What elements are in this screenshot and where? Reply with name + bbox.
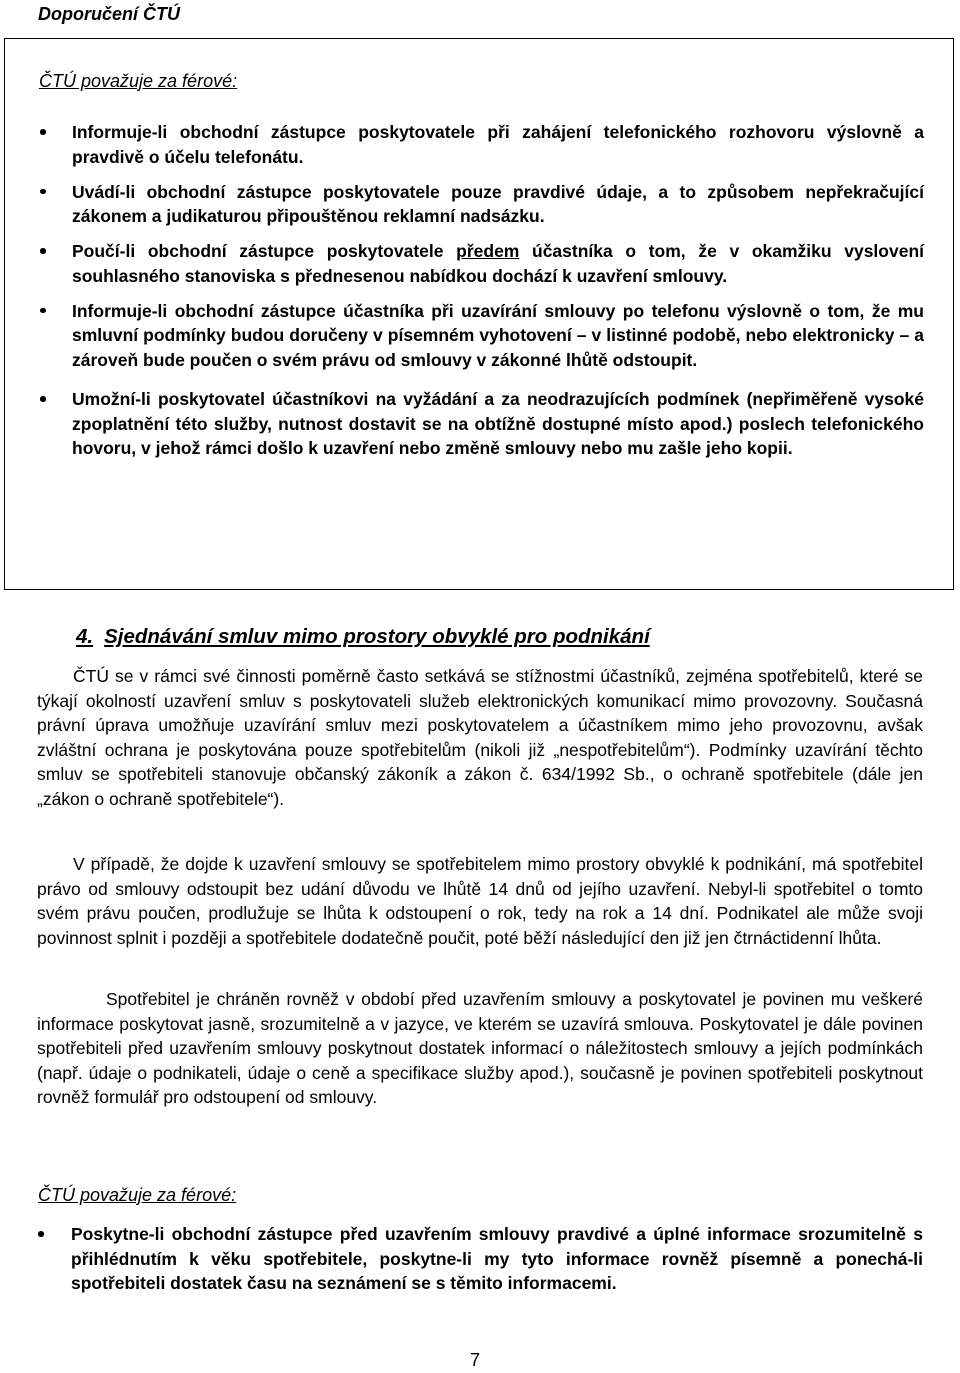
section-subtitle: ČTÚ považuje za férové:	[38, 1185, 237, 1205]
list-item: Umožní-li poskytovatel účastníkovi na vyžádání a za neodrazujících podmínek (nepřiměřeně vysoké zpoplatnění této služby, nutnost dostavit se na obtížně dostupné místo apod.) poslech telefonického hovoru, v jehož rámci došlo k uzavření nebo změně smlouvy nebo mu zašle jeho kopii.	[5, 387, 924, 461]
body-paragraph: Spotřebitel je chráněn rovněž v období před uzavřením smlouvy a poskytovatel je povinen mu veškeré informace poskytovat jasně, srozumitelně a v jazyce, ve kterém se uzavírá smlouva. Poskytovatel je dále povinen spotřebiteli před uzavřením smlouvy poskytnout dostatek informací o náležitostech smlouvy a jejích podmínkách (např. údaje o podnikateli, údaje o ceně a specifikace služby apod.), současně je povinen spotřebiteli poskytnout rovněž formulář pro odstoupení od smlouvy.	[37, 989, 923, 1107]
list-item-text: účastníka o tom, že v okamžiku vyslovení souhlasného stanoviska s přednesenou nabídkou dochází k uzavření smlouvy.	[72, 241, 924, 286]
list-item: Informuje-li obchodní zástupce účastníka při uzavírání smlouvy po telefonu výslovně o tom, že mu smluvní podmínky budou doručeny v písemném vyhotovení – v listinné podobě, nebo elektronicky – a zároveň bude poučen o svém právu od smlouvy v zákonné lhůtě odstoupit.	[5, 299, 924, 373]
list-item: Uvádí-li obchodní zástupce poskytovatele pouze pravdivé údaje, a to způsobem nepřekračující zákonem a judikaturou připouštěnou reklamní nadsázku.	[5, 180, 924, 229]
recommendation-box	[4, 38, 954, 590]
section-title: Sjednávání smluv mimo prostory obvyklé pro podnikání	[104, 625, 650, 648]
list-item: Poskytne-li obchodní zástupce před uzavřením smlouvy pravdivé a úplné informace srozumitelně s přihlédnutím k věku spotřebitele, poskytne-li my tyto informace rovněž písemně a ponechá-li spotřebiteli dostatek času na seznámení se s těmito informacemi.	[0, 1222, 923, 1296]
box-subtitle: ČTÚ považuje za férové:	[39, 71, 238, 91]
list-item	[5, 239, 924, 288]
list-item: Informuje-li obchodní zástupce poskytovatele při zahájení telefonického rozhovoru výslovně a pravdivě o účelu telefonátu.	[5, 120, 924, 169]
section-number: 4.	[76, 625, 94, 648]
list-item-emphasis: předem	[456, 241, 520, 261]
body-paragraph: V případě, že dojde k uzavření smlouvy se spotřebitelem mimo prostory obvyklé k podnikání, má spotřebitel právo od smlouvy odstoupit bez udání důvodu ve lhůtě 14 dnů od jejího uzavření. Nebyl-li spotřebitel o tomto svém právu poučen, prodlužuje se lhůta k odstoupení o rok, tedy na rok a 14 dní. Podnikatel ale může svoji povinnost splnit i později a spotřebitele dodatečně poučit, poté běží následující den již jen čtrnáctidenní lhůta.	[37, 854, 923, 948]
list-item-text: Poučí-li obchodní zástupce poskytovatele	[72, 241, 457, 261]
body-paragraph: ČTÚ se v rámci své činnosti poměrně často setkává se stížnostmi účastníků, zejména spotřebitelů, které se týkají okolností uzavření smluv s poskytovateli služeb elektronických komunikací mimo provozovny. Současná právní úprava umožňuje uzavírání smluv mezi poskytovatelem a účastníkem mimo jeho provozovnu, avšak zvláštní ochrana je poskytována pouze spotřebitelům (nikoli již „nespotřebitelům“). Podmínky uzavírání těchto smluv se spotřebiteli stanovuje občanský zákoník a zákon č. 634/1992 Sb., o ochraně spotřebitele (dále jen „zákon o ochraně spotřebitele“).	[37, 666, 923, 809]
section-heading	[76, 625, 650, 649]
section-recommendation-list	[0, 1222, 923, 1296]
page-number: 7	[470, 1350, 481, 1370]
recommendation-list	[5, 120, 924, 471]
page-heading: Doporučení ČTÚ	[38, 4, 180, 24]
